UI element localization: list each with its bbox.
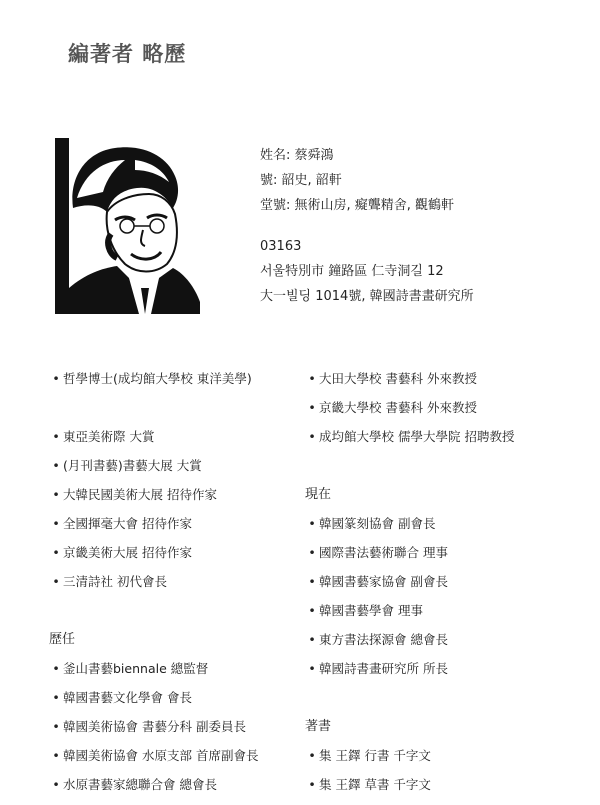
- profile-address-line-1: 서울特別市 鐘路區 仁寺洞길 12: [260, 264, 444, 279]
- history-item: 韓國美術協會 水原支部 首席副會長: [63, 748, 259, 763]
- bullet: •: [308, 400, 316, 415]
- list-item: [49, 515, 258, 544]
- current-item: 韓國書藝家協會 副會長: [319, 574, 448, 589]
- award-item: 全國揮毫大會 招待作家: [63, 516, 192, 531]
- bullet: •: [52, 574, 60, 589]
- current-item: 韓國詩書畫研究所 所長: [319, 661, 448, 676]
- history-item: 韓國書藝文化學會 會長: [63, 690, 192, 705]
- bullet: •: [308, 777, 316, 792]
- teaching-item: 成均館大學校 儒學大學院 招聘教授: [319, 429, 515, 444]
- award-item: 東亞美術際 大賞: [63, 429, 155, 444]
- book-item: 集 王鐸 行書 千字文: [319, 748, 431, 763]
- bullet: •: [52, 516, 60, 531]
- profile-address-line-2: 大一빌딩 1014號, 韓國詩書畫研究所: [260, 289, 474, 304]
- bullet: •: [308, 516, 316, 531]
- bullet: •: [52, 719, 60, 734]
- list-item: [49, 486, 258, 515]
- list-item: [49, 428, 258, 457]
- bullet: •: [308, 748, 316, 763]
- list-item: [305, 544, 514, 573]
- left-column: [49, 370, 258, 805]
- current-item: 韓國篆刻協會 副會長: [319, 516, 436, 531]
- bullet: •: [308, 371, 316, 386]
- list-item: [305, 573, 514, 602]
- bullet: •: [52, 690, 60, 705]
- profile-info: [260, 146, 474, 312]
- list-item: [49, 689, 258, 718]
- history-heading: 歷任: [49, 632, 76, 647]
- list-item: [305, 747, 514, 776]
- list-item: [305, 370, 514, 399]
- list-item: [49, 370, 258, 399]
- current-heading: 現在: [305, 487, 332, 502]
- history-item: 釜山書藝biennale 總監督: [63, 661, 209, 676]
- bullet: •: [52, 371, 60, 386]
- award-item: 京畿美術大展 招待作家: [63, 545, 192, 560]
- list-item: [305, 776, 514, 805]
- current-item: 東方書法探源會 總會長: [319, 632, 448, 647]
- bullet: •: [52, 487, 60, 502]
- award-item: (月刊書藝)書藝大展 大賞: [63, 458, 202, 473]
- list-item: [305, 428, 514, 457]
- bullet: •: [52, 661, 60, 676]
- current-item: 韓國書藝學會 理事: [319, 603, 423, 618]
- list-item: [49, 573, 258, 602]
- bullet: •: [308, 661, 316, 676]
- award-item: 哲學博士(成均館大學校 東洋美學): [63, 371, 252, 386]
- bullet: •: [308, 632, 316, 647]
- list-item: [49, 718, 258, 747]
- bullet: •: [52, 429, 60, 444]
- list-item: [305, 515, 514, 544]
- bullet: •: [308, 603, 316, 618]
- history-item: 韓國美術協會 書藝分科 副委員長: [63, 719, 246, 734]
- list-item: [49, 457, 258, 486]
- author-portrait: [55, 138, 200, 314]
- award-item: 大韓民國美術大展 招待作家: [63, 487, 217, 502]
- list-item: [49, 544, 258, 573]
- bullet: •: [308, 574, 316, 589]
- profile-postal-code: 03163: [260, 239, 302, 254]
- page-title: 編著者 略歷: [68, 42, 187, 66]
- bullet: •: [52, 777, 60, 792]
- profile-name: 姓名: 蔡舜鴻: [260, 148, 334, 163]
- history-item: 水原書藝家總聯合會 總會長: [63, 777, 217, 792]
- profile-ho: 號: 韶史, 韶軒: [260, 173, 342, 188]
- teaching-item: 京畿大學校 書藝科 外來教授: [319, 400, 477, 415]
- right-column: [305, 370, 514, 805]
- award-item: 三清詩社 初代會長: [63, 574, 167, 589]
- list-item: [305, 660, 514, 689]
- current-item: 國際書法藝術聯合 理事: [319, 545, 448, 560]
- profile-dangho: 堂號: 無術山房, 癡聾精舍, 觀鶴軒: [260, 198, 455, 213]
- bullet: •: [52, 545, 60, 560]
- list-item: [49, 747, 258, 776]
- list-item: [49, 660, 258, 689]
- books-heading: 著書: [305, 719, 332, 734]
- bullet: •: [308, 545, 316, 560]
- book-item: 集 王鐸 草書 千字文: [319, 777, 431, 792]
- teaching-item: 大田大學校 書藝科 外來教授: [319, 371, 477, 386]
- list-item: [49, 776, 258, 805]
- list-item: [305, 399, 514, 428]
- bullet: •: [308, 429, 316, 444]
- bullet: •: [52, 748, 60, 763]
- list-item: [305, 602, 514, 631]
- bullet: •: [52, 458, 60, 473]
- list-item: [305, 631, 514, 660]
